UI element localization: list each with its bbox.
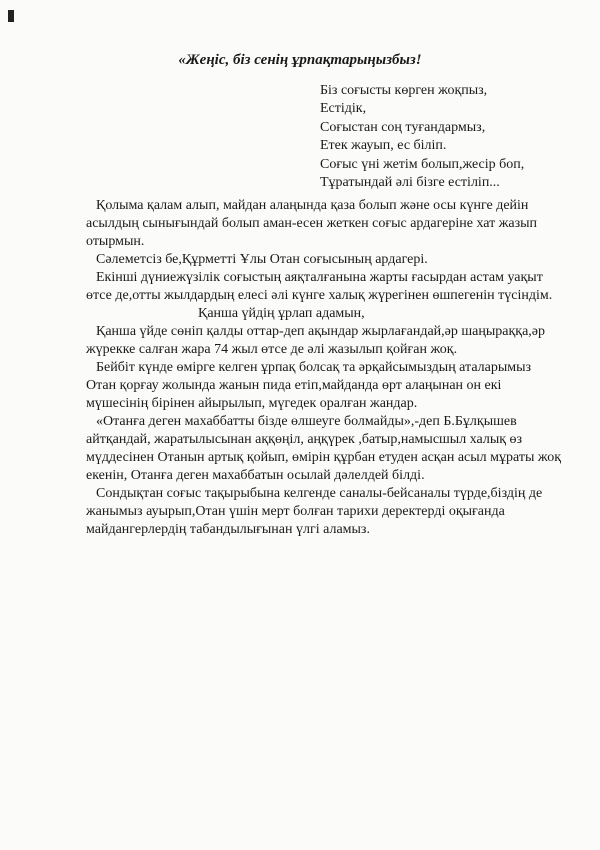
paragraph: Екінші дүниежүзілік соғыстың аяқталғанына жарты ғасырдан астам уақыт өтсе де,отты жылдардың елесі әлі күнге халық жүрегінен өшпегенін түсіндім. — [86, 270, 553, 303]
paragraph: Қанша үйде сөніп қалды оттар-деп ақындар жырлағандай,әр шаңыраққа,әр жүрекке салған жара 74 жыл өтсе де әлі жазылып қойған жоқ. — [86, 324, 546, 357]
poem-line: Тұратындай әлі бізге естіліп... — [320, 175, 500, 191]
poem-line: Біз соғысты көрген жоқпыз, — [320, 83, 488, 98]
scan-mark — [8, 10, 14, 22]
document-title: «Жеңіс, біз сенің ұрпақтарыңызбыз! — [178, 52, 422, 68]
poem-line: Соғыстан соң туғандармыз, — [320, 119, 486, 135]
paragraph: Қанша үйдің ұрлап адамын, — [198, 306, 365, 321]
paragraph: Қолыма қалам алып, майдан алаңында қаза болып және осы күнге дейін асылдың сынығындай болып аман-есен жеткен соғыс ардагеріне хат жазып отырмын. — [86, 198, 538, 249]
paragraph: Сәлеметсіз бе,Құрметті Ұлы Отан соғысының ардагері. — [96, 252, 428, 267]
poem-line: Соғыс үні жетім болып,жесір боп, — [320, 156, 525, 172]
poem-line: Етек жауып, ес біліп. — [320, 138, 447, 154]
letter-body — [86, 197, 564, 539]
paragraph: Бейбіт күнде өмірге келген ұрпақ болсақ та әрқайсымыздың аталарымыз Отан қорғау жолында жанын пида етіп,майданда өрт алаңынан он екі мүшесінің бірінен айырылып, мүгедек оралған жандар. — [86, 360, 532, 411]
epigraph-poem — [320, 82, 524, 192]
paragraph: «Отанға деген махаббатты бізде өлшеуге болмайды»,-деп Б.Бұлқышев айтқандай, жаратылысынан аққөңіл, аңқүрек ,батыр,намысшыл халық өз мүддесінен Отанын артық қойып, өмірін құрбан етуден асқан асыл мұраты жоқ екенін, Отанға деген махаббатын осылай дәлелдей білді. — [86, 414, 561, 483]
poem-line: Естідік, — [320, 101, 367, 117]
paragraph: Сондықтан соғыс тақырыбына келгенде саналы-бейсаналы түрде,біздің де жанымыз ауырып,Отан үшін мерт болған тарихи деректерді оқығанда майдангерлердің табандылығынан үлгі аламыз. — [86, 486, 543, 537]
